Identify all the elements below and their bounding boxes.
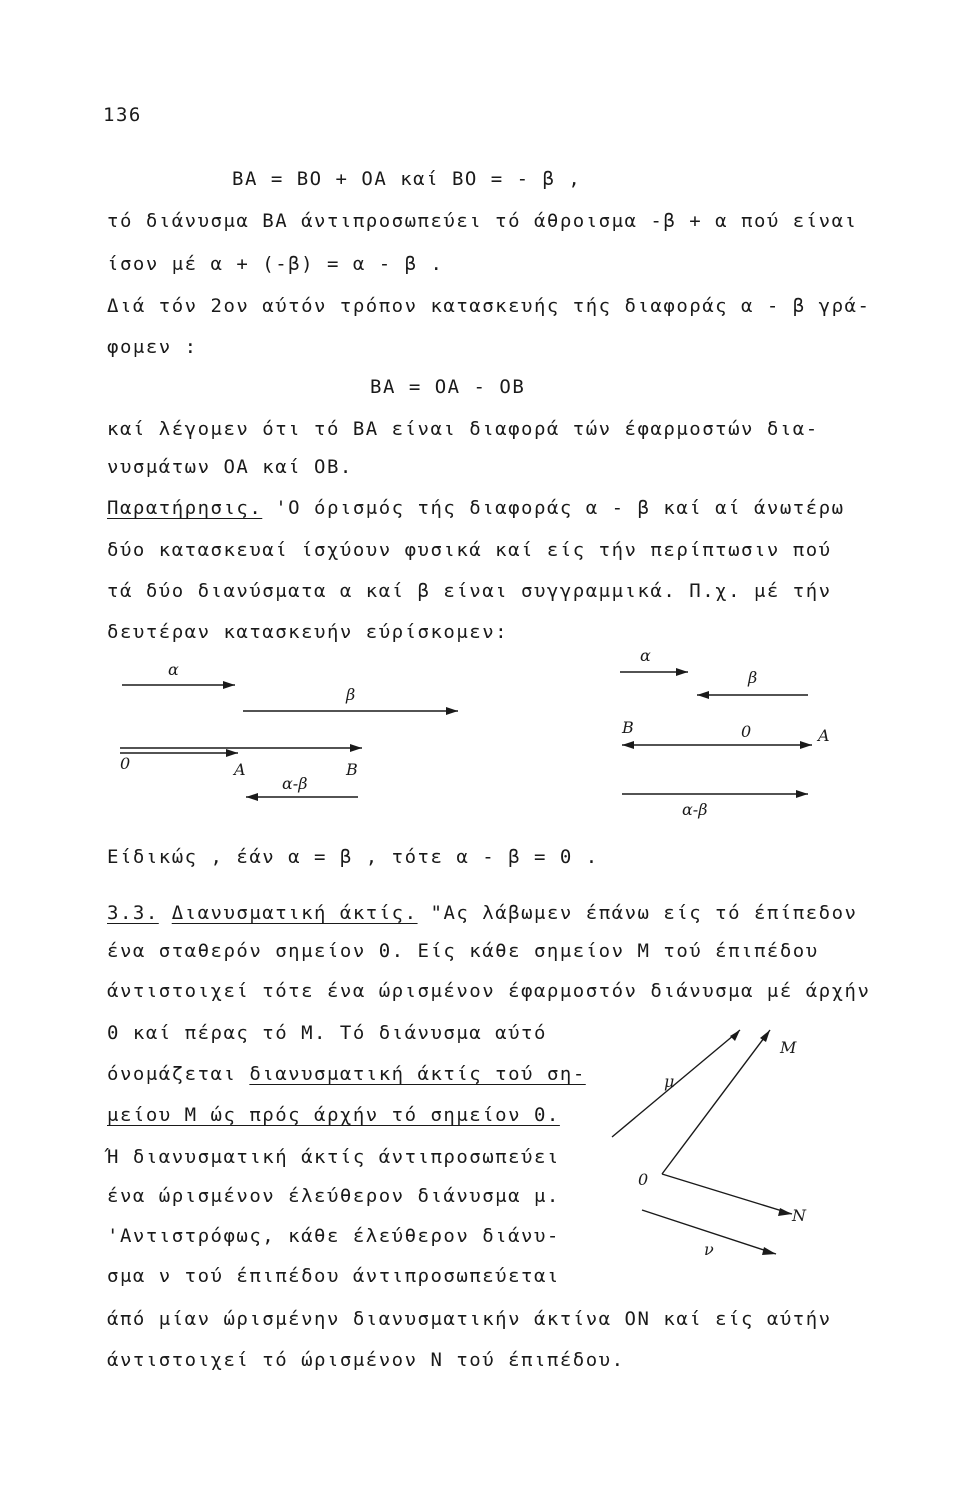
right-origin-label: 0	[741, 722, 752, 741]
text-line-24: 'Αντιστρόφως, κάθε έλεύθερον διάνυ-	[107, 1225, 560, 1247]
remark-heading: Παρατήρησις.	[107, 497, 263, 519]
mu-free-vector	[612, 1030, 740, 1137]
om-vector	[662, 1030, 770, 1174]
on-vector	[662, 1174, 792, 1214]
text-line-22: Ή διανυσματική άκτίς άντιπροσωπεύει	[107, 1146, 560, 1168]
point-n-label: N	[792, 1206, 806, 1225]
text-line-12: δευτέραν κατασκευήν εύρίσκομεν:	[107, 621, 509, 643]
right-diff-label: α-β	[682, 800, 708, 819]
left-diff-label: α-β	[282, 774, 308, 793]
origin-o-label: 0	[638, 1170, 649, 1189]
section-title: Διανυσματική άκτίς.	[171, 902, 418, 924]
text-line-8: νυσμάτων OA καί OB.	[107, 456, 353, 478]
text-line-11: τά δύο διανύσματα α καί β είναι συγγραμμικά. Π.χ. μέ τήν	[107, 580, 832, 602]
text-line-17: ένα σταθερόν σημείον 0. Είς κάθε σημείον Μ τού έπιπέδου	[107, 940, 819, 962]
left-origin-label: 0	[120, 754, 131, 773]
page-number: 136	[103, 104, 142, 126]
section-text: "Ας λάβωμεν έπάνω είς τό έπίπεδον	[417, 902, 858, 924]
text-line-5: φομεν :	[107, 336, 198, 358]
section-number: 3.3.	[107, 902, 159, 924]
term-position-vector: διανυσματική άκτίς τού ση-	[249, 1063, 586, 1085]
right-beta-label: β	[748, 668, 758, 687]
point-m-label: M	[780, 1038, 797, 1057]
right-alpha-label: α	[640, 646, 651, 665]
text-line-19: 0 καί πέρας τό Μ. Τό διάνυσμα αύτό	[107, 1022, 547, 1044]
text-line-27: άντιστοιχεί τό ώρισμένον Ν τού έπιπέδου.	[107, 1349, 625, 1371]
text-line-23: ένα ώρισμένον έλεύθερον διάνυσμα μ.	[107, 1185, 560, 1207]
text-line-20-a: όνομάζεται	[107, 1063, 250, 1085]
text-line-13: Είδικώς , έάν α = β , τότε α - β = 0 .	[107, 846, 599, 868]
text-line-25: σμα ν τού έπιπέδου άντιπροσωπεύεται	[107, 1265, 560, 1287]
left-beta-label: β	[346, 685, 356, 704]
right-point-b-label: B	[622, 718, 634, 737]
right-point-a-label: A	[818, 726, 830, 745]
nu-label: ν	[704, 1240, 714, 1259]
left-alpha-label: α	[168, 660, 179, 679]
text-line-6: BA = OA - OB	[370, 376, 526, 398]
remark-text: 'Ο όρισμός τής διαφοράς α - β καί αί άνωτέρω	[262, 497, 845, 519]
mu-label: μ	[664, 1072, 675, 1091]
text-line-10: δύο κατασκευαί ίσχύουν φυσικά καί είς τήν περίπτωσιν πού	[107, 539, 832, 561]
text-line-18: άντιστοιχεί τότε ένα ώρισμένον έφαρμοστόν διάνυσμα μέ άρχήν	[107, 980, 871, 1002]
text-line-21: μείου Μ ώς πρός άρχήν τό σημείον 0.	[107, 1104, 560, 1126]
text-line-3: ίσον μέ α + (-β) = α - β .	[107, 253, 444, 275]
text-line-7: καί λέγομεν ότι τό BA είναι διαφορά τών έφαρμοστών δια-	[107, 418, 819, 440]
text-line-1: BA = BO + OA καί BO = - β ,	[232, 168, 582, 190]
text-line-26: άπό μίαν ώρισμένην διανυσματικήν άκτίνα ON καί είς αύτήν	[107, 1308, 832, 1330]
left-point-b-label: B	[346, 760, 358, 779]
text-line-4: Διά τόν 2ον αύτόν τρόπον κατασκευής τής διαφοράς α - β γρά-	[107, 295, 871, 317]
left-point-a-label: A	[234, 760, 246, 779]
text-line-2: τό διάνυσμα BA άντιπροσωπεύει τό άθροισμα -β + α πού είναι	[107, 210, 858, 232]
